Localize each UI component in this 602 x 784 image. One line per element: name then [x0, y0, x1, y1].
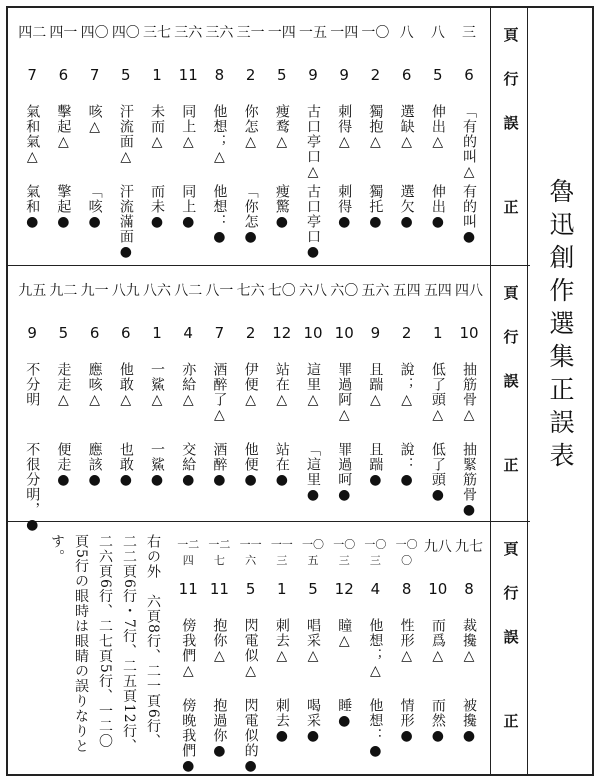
- entry-line: 8: [401, 580, 412, 598]
- errata-entry: [111, 266, 141, 521]
- entry-line: 10: [459, 324, 479, 342]
- entry-line: 5: [433, 66, 443, 84]
- entry-error: 性形△: [398, 618, 415, 665]
- errata-entry: [111, 8, 141, 265]
- entry-error: 氣和氣△: [24, 104, 41, 166]
- entry-error: 抱你△: [211, 618, 228, 665]
- entry-line: 6: [121, 324, 131, 342]
- entry-correct: 應該●: [86, 442, 103, 489]
- entry-correct: 痩驚●: [273, 184, 290, 231]
- entry-error: 傍我們△: [180, 618, 197, 680]
- errata-entry: [17, 8, 47, 265]
- errata-entry: [236, 266, 266, 521]
- entry-correct: 他便●: [242, 442, 259, 489]
- entry-correct: 罪過呵●: [336, 442, 353, 504]
- entry-page: 八二: [174, 283, 203, 299]
- title-column: [527, 8, 592, 774]
- entry-page: 八: [399, 25, 414, 41]
- entry-error: 未而△: [149, 104, 165, 151]
- entry-correct: 低了頭●: [429, 442, 446, 504]
- errata-note-line: 頁5行の眼時は眼睛の誤りなりと: [73, 534, 89, 754]
- entry-correct: 刺去●: [273, 698, 290, 745]
- entry-correct: 擎起●: [55, 184, 72, 231]
- entry-page: 三: [462, 25, 476, 41]
- entry-error: 罪過阿△: [336, 362, 353, 424]
- errata-entry: [360, 522, 390, 774]
- entry-error: 痩鹜△: [273, 104, 290, 151]
- entry-page: 三七: [143, 25, 171, 41]
- errata-entry: [298, 8, 328, 265]
- entry-page: 四二: [18, 25, 47, 41]
- entry-error: 他敢△: [117, 362, 134, 409]
- errata-note-line: す。: [49, 534, 65, 564]
- errata-note-line: 右の外 六頁8行、二一頁6行、: [145, 534, 161, 749]
- page-title: 魯迅創作選集正誤表: [546, 178, 575, 475]
- entry-error: 擊起△: [55, 104, 72, 151]
- entry-correct: 他想：●: [367, 698, 384, 760]
- entry-line: 1: [152, 66, 162, 84]
- entry-line: 6: [58, 66, 69, 84]
- errata-entry: [204, 266, 234, 521]
- header-page: 頁: [503, 540, 519, 558]
- header-correct: 正: [503, 198, 519, 216]
- entry-line: 10: [303, 324, 323, 342]
- errata-entry: [392, 522, 422, 774]
- entry-line: 11: [209, 580, 229, 598]
- entry-line: 10: [334, 324, 354, 342]
- entry-line: 9: [308, 66, 318, 84]
- header-correct: 正: [503, 712, 519, 730]
- entry-line: 11: [178, 580, 198, 598]
- entry-correct: 不很分明，●: [24, 442, 41, 534]
- entry-error: 古口亭口△: [305, 104, 321, 181]
- entry-error: 汗流面△: [117, 104, 134, 166]
- entry-correct: 而然●: [429, 698, 446, 745]
- entry-line: 9: [27, 324, 37, 342]
- errata-entry: [173, 8, 203, 265]
- entry-error: 咳△: [86, 104, 103, 136]
- entry-error: 低了頭△: [429, 362, 446, 424]
- entry-correct: 有的叫●: [461, 184, 477, 246]
- header-error: 誤: [503, 114, 519, 132]
- entry-line: 1: [433, 324, 443, 342]
- entry-correct: 站在●: [273, 442, 290, 489]
- entry-error: 酒醉了△: [211, 362, 228, 424]
- errata-entry: [423, 266, 453, 521]
- errata-entry: [360, 8, 390, 265]
- entry-correct: 獨托●: [367, 184, 384, 231]
- errata-entry: [392, 266, 422, 521]
- entry-line: 2: [370, 66, 381, 84]
- entry-error: 且踹△: [367, 362, 384, 409]
- errata-entry: [360, 266, 390, 521]
- errata-entry: [48, 266, 78, 521]
- entry-error: 裁攙△: [461, 618, 477, 665]
- errata-entry: [173, 266, 203, 521]
- entry-page: 一一三: [270, 538, 293, 567]
- errata-entry: [267, 266, 297, 521]
- entry-correct: 他想：●: [211, 184, 228, 246]
- entry-error: 他想；△: [211, 104, 228, 166]
- entry-error: 閃電似△: [242, 618, 259, 680]
- entry-correct: 且踹●: [367, 442, 384, 489]
- entry-line: 6: [401, 66, 412, 84]
- errata-section: [8, 266, 530, 534]
- header-page: 頁: [503, 284, 519, 302]
- entry-error: 你怎△: [242, 104, 259, 151]
- entry-correct: 也敢●: [117, 442, 134, 489]
- entry-error: 瞳△: [336, 618, 353, 650]
- entry-page: 九一: [80, 283, 109, 299]
- entry-correct: 交給●: [180, 442, 197, 489]
- entry-line: 6: [89, 324, 100, 342]
- entry-error: 應咳△: [86, 362, 103, 409]
- entry-correct: 伸出●: [429, 184, 446, 231]
- entry-line: 1: [152, 324, 162, 342]
- entry-page: 四〇: [80, 25, 109, 41]
- entry-page: 九七: [455, 539, 483, 555]
- entry-correct: 汗流滿面●: [117, 184, 134, 261]
- errata-entry: [142, 8, 172, 265]
- header-error: 誤: [503, 628, 519, 646]
- entry-line: 7: [89, 66, 100, 84]
- entry-correct: 說：●: [398, 442, 415, 489]
- entry-correct: 傍晚我們●: [180, 698, 197, 775]
- header-correct: 正: [503, 456, 519, 474]
- entry-correct: 被攙●: [461, 698, 477, 745]
- header-column: [490, 522, 530, 774]
- entry-correct: 而未●: [149, 184, 165, 231]
- entry-line: 5: [277, 66, 287, 84]
- entry-correct: 氣和●: [24, 184, 41, 231]
- errata-note-line: 二六頁6行、二七頁5行、一二〇: [97, 534, 113, 749]
- entry-correct: 一鯊●: [149, 442, 165, 489]
- entry-page: 一四: [330, 25, 359, 41]
- entry-error: 走走△: [55, 362, 72, 409]
- errata-entry: [298, 522, 328, 774]
- entry-line: 4: [370, 580, 381, 598]
- entry-error: 而爲△: [429, 618, 446, 665]
- entry-page: 五四: [423, 283, 452, 299]
- errata-entry: [423, 8, 453, 265]
- entry-page: 五四: [392, 283, 421, 299]
- entry-page: 六〇: [330, 283, 359, 299]
- header-line: 行: [503, 584, 519, 602]
- errata-note-line: 二二頁6行・7行、二五頁12行、: [121, 534, 137, 754]
- entry-correct: 酒醉●: [211, 442, 228, 489]
- header-page: 頁: [503, 26, 519, 44]
- errata-entry: [454, 522, 484, 774]
- entry-line: 10: [428, 580, 448, 598]
- errata-entry: [80, 266, 110, 521]
- entry-page: 一〇三: [333, 538, 356, 567]
- entry-line: 9: [370, 324, 381, 342]
- entry-page: 四一: [49, 25, 78, 41]
- entry-error: 這里△: [305, 362, 321, 409]
- entry-page: 八九: [111, 283, 140, 299]
- entry-line: 5: [121, 66, 131, 84]
- entry-line: 8: [464, 580, 474, 598]
- errata-entry: [329, 266, 359, 521]
- entry-error: 說；△: [398, 362, 415, 409]
- entry-correct: 便走●: [55, 442, 72, 489]
- errata-entry: [204, 8, 234, 265]
- errata-section: [8, 8, 530, 266]
- entry-page: 九二: [49, 283, 78, 299]
- entry-error: 伊便△: [242, 362, 259, 409]
- entry-line: 6: [464, 66, 474, 84]
- entry-error: 同上△: [180, 104, 197, 151]
- header-line: 行: [503, 328, 519, 346]
- errata-entry: [392, 8, 422, 265]
- entry-page: 六八: [299, 283, 327, 299]
- entry-error: 「有的叫△: [461, 104, 477, 181]
- entry-line: 5: [308, 580, 318, 598]
- entry-error: 獨抱△: [367, 104, 384, 151]
- entry-error: 刺得△: [336, 104, 353, 151]
- errata-entry: [454, 8, 484, 265]
- entry-page: 一〇五: [302, 538, 324, 567]
- entry-line: 8: [214, 66, 225, 84]
- entry-correct: 同上●: [180, 184, 197, 231]
- errata-entry: [236, 522, 266, 774]
- entry-page: 一〇三: [364, 538, 387, 567]
- entry-error: 站在△: [273, 362, 290, 409]
- entry-error: 他想；△: [367, 618, 384, 680]
- entry-correct: 刺得●: [336, 184, 353, 231]
- entry-error: 不分明: [24, 362, 41, 407]
- errata-entry: [329, 8, 359, 265]
- entry-correct: 選欠●: [398, 184, 415, 231]
- errata-entry: [454, 266, 484, 521]
- entry-correct: 「咳●: [86, 184, 103, 231]
- errata-table: [6, 6, 594, 776]
- entry-page: 一一六: [239, 538, 262, 567]
- entry-page: 七〇: [267, 283, 296, 299]
- entry-line: 1: [277, 580, 287, 598]
- header-error: 誤: [503, 372, 519, 390]
- entry-page: 七六: [236, 283, 265, 299]
- entry-correct: 閃電似的●: [242, 698, 259, 775]
- entry-line: 5: [58, 324, 69, 342]
- entry-correct: 情形●: [398, 698, 415, 745]
- entry-correct: 喝采●: [305, 698, 321, 745]
- entry-correct: 抱過你●: [211, 698, 228, 760]
- entry-line: 2: [401, 324, 412, 342]
- errata-entry: [17, 266, 47, 534]
- entry-error: 一鯊△: [149, 362, 165, 409]
- header-column: [490, 8, 530, 265]
- entry-page: 五六: [361, 283, 390, 299]
- entry-page: 八一: [205, 283, 234, 299]
- entry-error: 刺去△: [273, 618, 290, 665]
- entry-line: 2: [245, 324, 256, 342]
- entry-error: 亦給△: [180, 362, 197, 409]
- entry-page: 三一: [236, 25, 265, 41]
- errata-entry: [298, 266, 328, 521]
- entry-line: 5: [245, 580, 256, 598]
- entry-line: 12: [334, 580, 354, 598]
- entry-correct: 「這里●: [305, 442, 321, 504]
- entry-page: 三六: [174, 25, 203, 41]
- entry-line: 2: [245, 66, 256, 84]
- header-column: [490, 266, 530, 521]
- entry-line: 4: [183, 324, 193, 342]
- entry-correct: 「你怎●: [242, 184, 259, 246]
- entry-page: 九八: [423, 539, 452, 555]
- entry-page: 一二七: [208, 538, 231, 567]
- errata-entry: [204, 522, 234, 774]
- entry-line: 7: [27, 66, 37, 84]
- entry-error: 唱采△: [305, 618, 321, 665]
- entry-page: 一五: [299, 25, 327, 41]
- entry-correct: 古口亭口●: [305, 184, 321, 261]
- errata-entry: [48, 8, 78, 265]
- errata-entry: [423, 522, 453, 774]
- errata-entry: [267, 8, 297, 265]
- entry-page: 三六: [205, 25, 234, 41]
- entry-page: 一四: [267, 25, 296, 41]
- entry-correct: 抽緊筋骨●: [461, 442, 477, 519]
- entry-page: 四〇: [111, 25, 140, 41]
- entry-error: 伸出△: [429, 104, 446, 151]
- entry-page: 九五: [18, 283, 47, 299]
- entry-page: 一〇: [361, 25, 390, 41]
- errata-entry: [80, 8, 110, 265]
- errata-section: [8, 522, 530, 774]
- errata-entry: [236, 8, 266, 265]
- entry-correct: 睡●: [336, 698, 353, 730]
- entry-line: 9: [339, 66, 349, 84]
- header-line: 行: [503, 70, 519, 88]
- entry-line: 11: [178, 66, 198, 84]
- entry-error: 抽筋骨△: [461, 362, 477, 424]
- entry-page: 四八: [455, 283, 483, 299]
- entry-line: 12: [272, 324, 292, 342]
- errata-entry: [267, 522, 297, 774]
- entry-error: 選缺△: [398, 104, 415, 151]
- errata-entry: [329, 522, 359, 774]
- entry-line: 7: [214, 324, 225, 342]
- entry-page: 八六: [143, 283, 171, 299]
- errata-entry: [173, 522, 203, 774]
- entry-page: 一二四: [177, 538, 200, 567]
- entry-page: 一〇〇: [395, 538, 418, 567]
- entry-page: 八: [430, 25, 445, 41]
- errata-entry: [142, 266, 172, 521]
